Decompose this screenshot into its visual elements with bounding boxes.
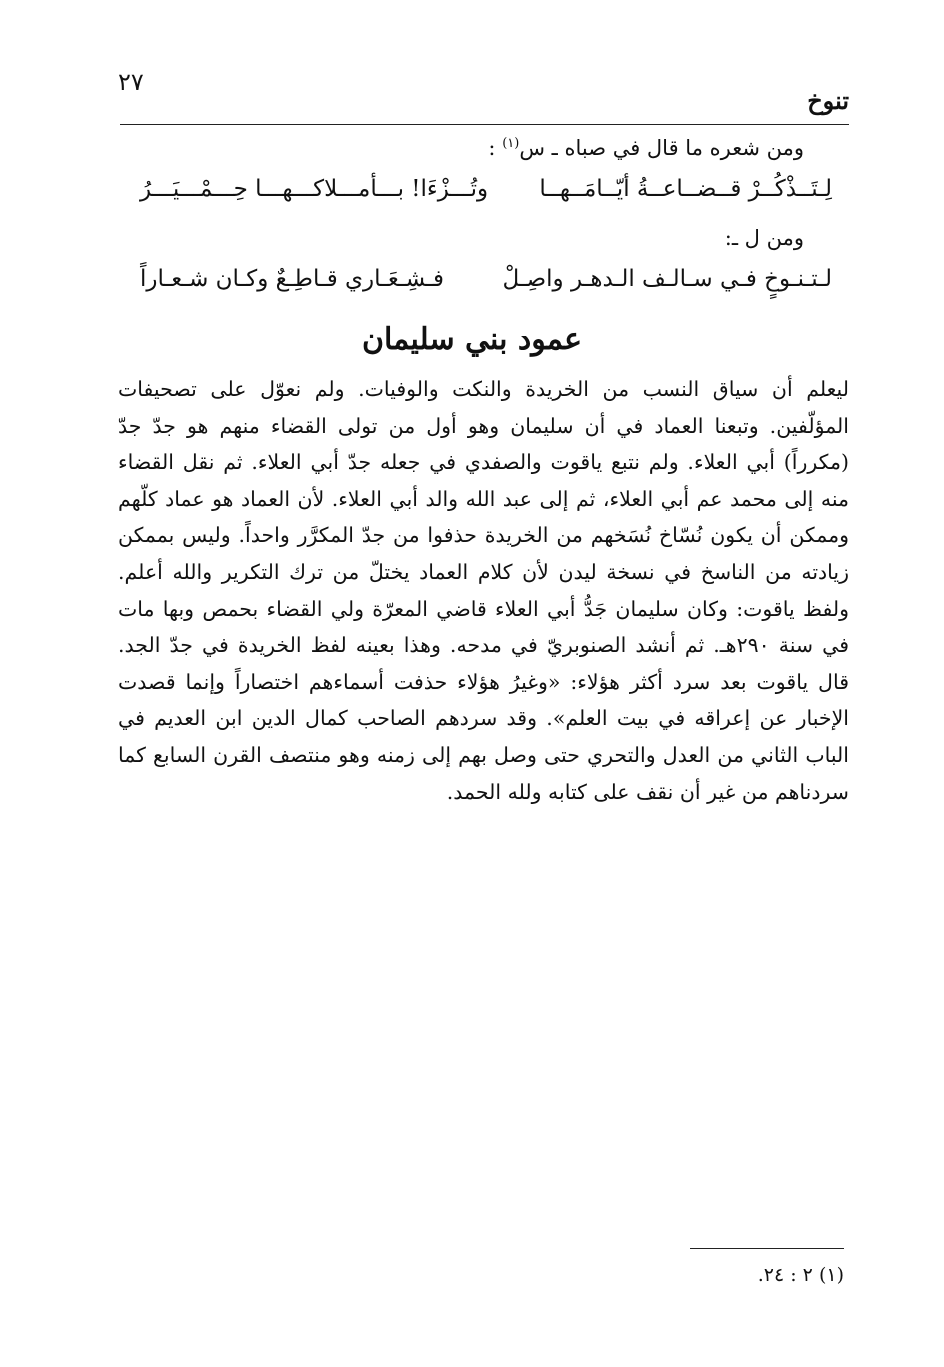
footnote [758,1264,844,1286]
poem-2-hemistich-right: لـتـنـوخٍ فـي سـالـف الـدهـر واصِـلْ [502,266,832,292]
footnote-marker: (١) [818,1264,844,1286]
poem-1-hemistich-left: وتُـــزْءَا! بـــأمـــلاكـــهـــا حِـــمْـــيَـــرُ [140,176,489,202]
poem-intro-colon: : [488,136,503,160]
running-title: تنوخ [807,86,849,115]
footnote-reference[interactable]: (١) [502,136,520,151]
poem-1-hemistich-right: لِـتَــذْكُــرْ قــضــاعــةُ أيّــامَــهــا [539,176,832,202]
page-number: ٢٧ [118,68,144,96]
footnote-text: ٢ : ٢٤. [757,1264,813,1286]
poem-2-hemistich-left: فـشِـعَـاري قـاطِـعٌ وكـان شـعـاراً [140,266,444,292]
poem-intro-1 [488,136,804,160]
body-text [118,371,849,810]
poem-intro-text: ومن شعره ما قال في صباه ـ س [519,136,804,160]
footnote-rule [690,1248,844,1249]
poem-intro-2: ومن ل ـ: [724,226,804,250]
body-paragraph: ليعلم أن سياق النسب من الخريدة والنكت والوفيات. ولم نعوّل على تصحيفات المؤلّفين. وتبعنا العماد في أن سليمان وهو أول من تولى القضاء منهم هو جدّ جدّ (مكرراً) أبي العلاء. ولم نتبع ياقوت والصفدي في جعله جدّ أبي العلاء. ثم نقل القضاء منه إلى محمد عم أبي العلاء، ثم إلى عبد الله والد أبي العلاء. لأن العماد هو عماد كلّهم وممكن أن يكون نُسّاخ نُسَخهم من الخريدة حذفوا من جدّ المكرَّر واحداً. وليس بممكن زيادته من الناسخ في نسخة ليدن لأن كلام العماد يختلّ من ترك التكرير والله أعلم. ولفظ ياقوت: وكان سليمان جَدُّ أبي العلاء قاضي المعرّة ولي القضاء بحمص وبها مات في سنة ٢٩٠هـ. ثم أنشد الصنوبريّ في مدحه. وهذا بعينه لفظ الخريدة في جدّ الجد. قال ياقوت بعد سرد أكثر هؤلاء: «وغيرُ هؤلاء حذفت أسماءهم اختصاراً وإنما قصدت الإخبار عن إعراقه في بيت العلم». وقد سردهم الصاحب كمال الدين ابن العديم في الباب الثاني من العدل والتحري حتى وصل بهم إلى زمنه وهو منتصف القرن السابع كما سردناهم من غير أن نقف على كتابه ولله الحمد. [118,377,849,804]
section-heading: عمود بني سليمان [361,322,583,357]
header-rule [120,124,849,125]
